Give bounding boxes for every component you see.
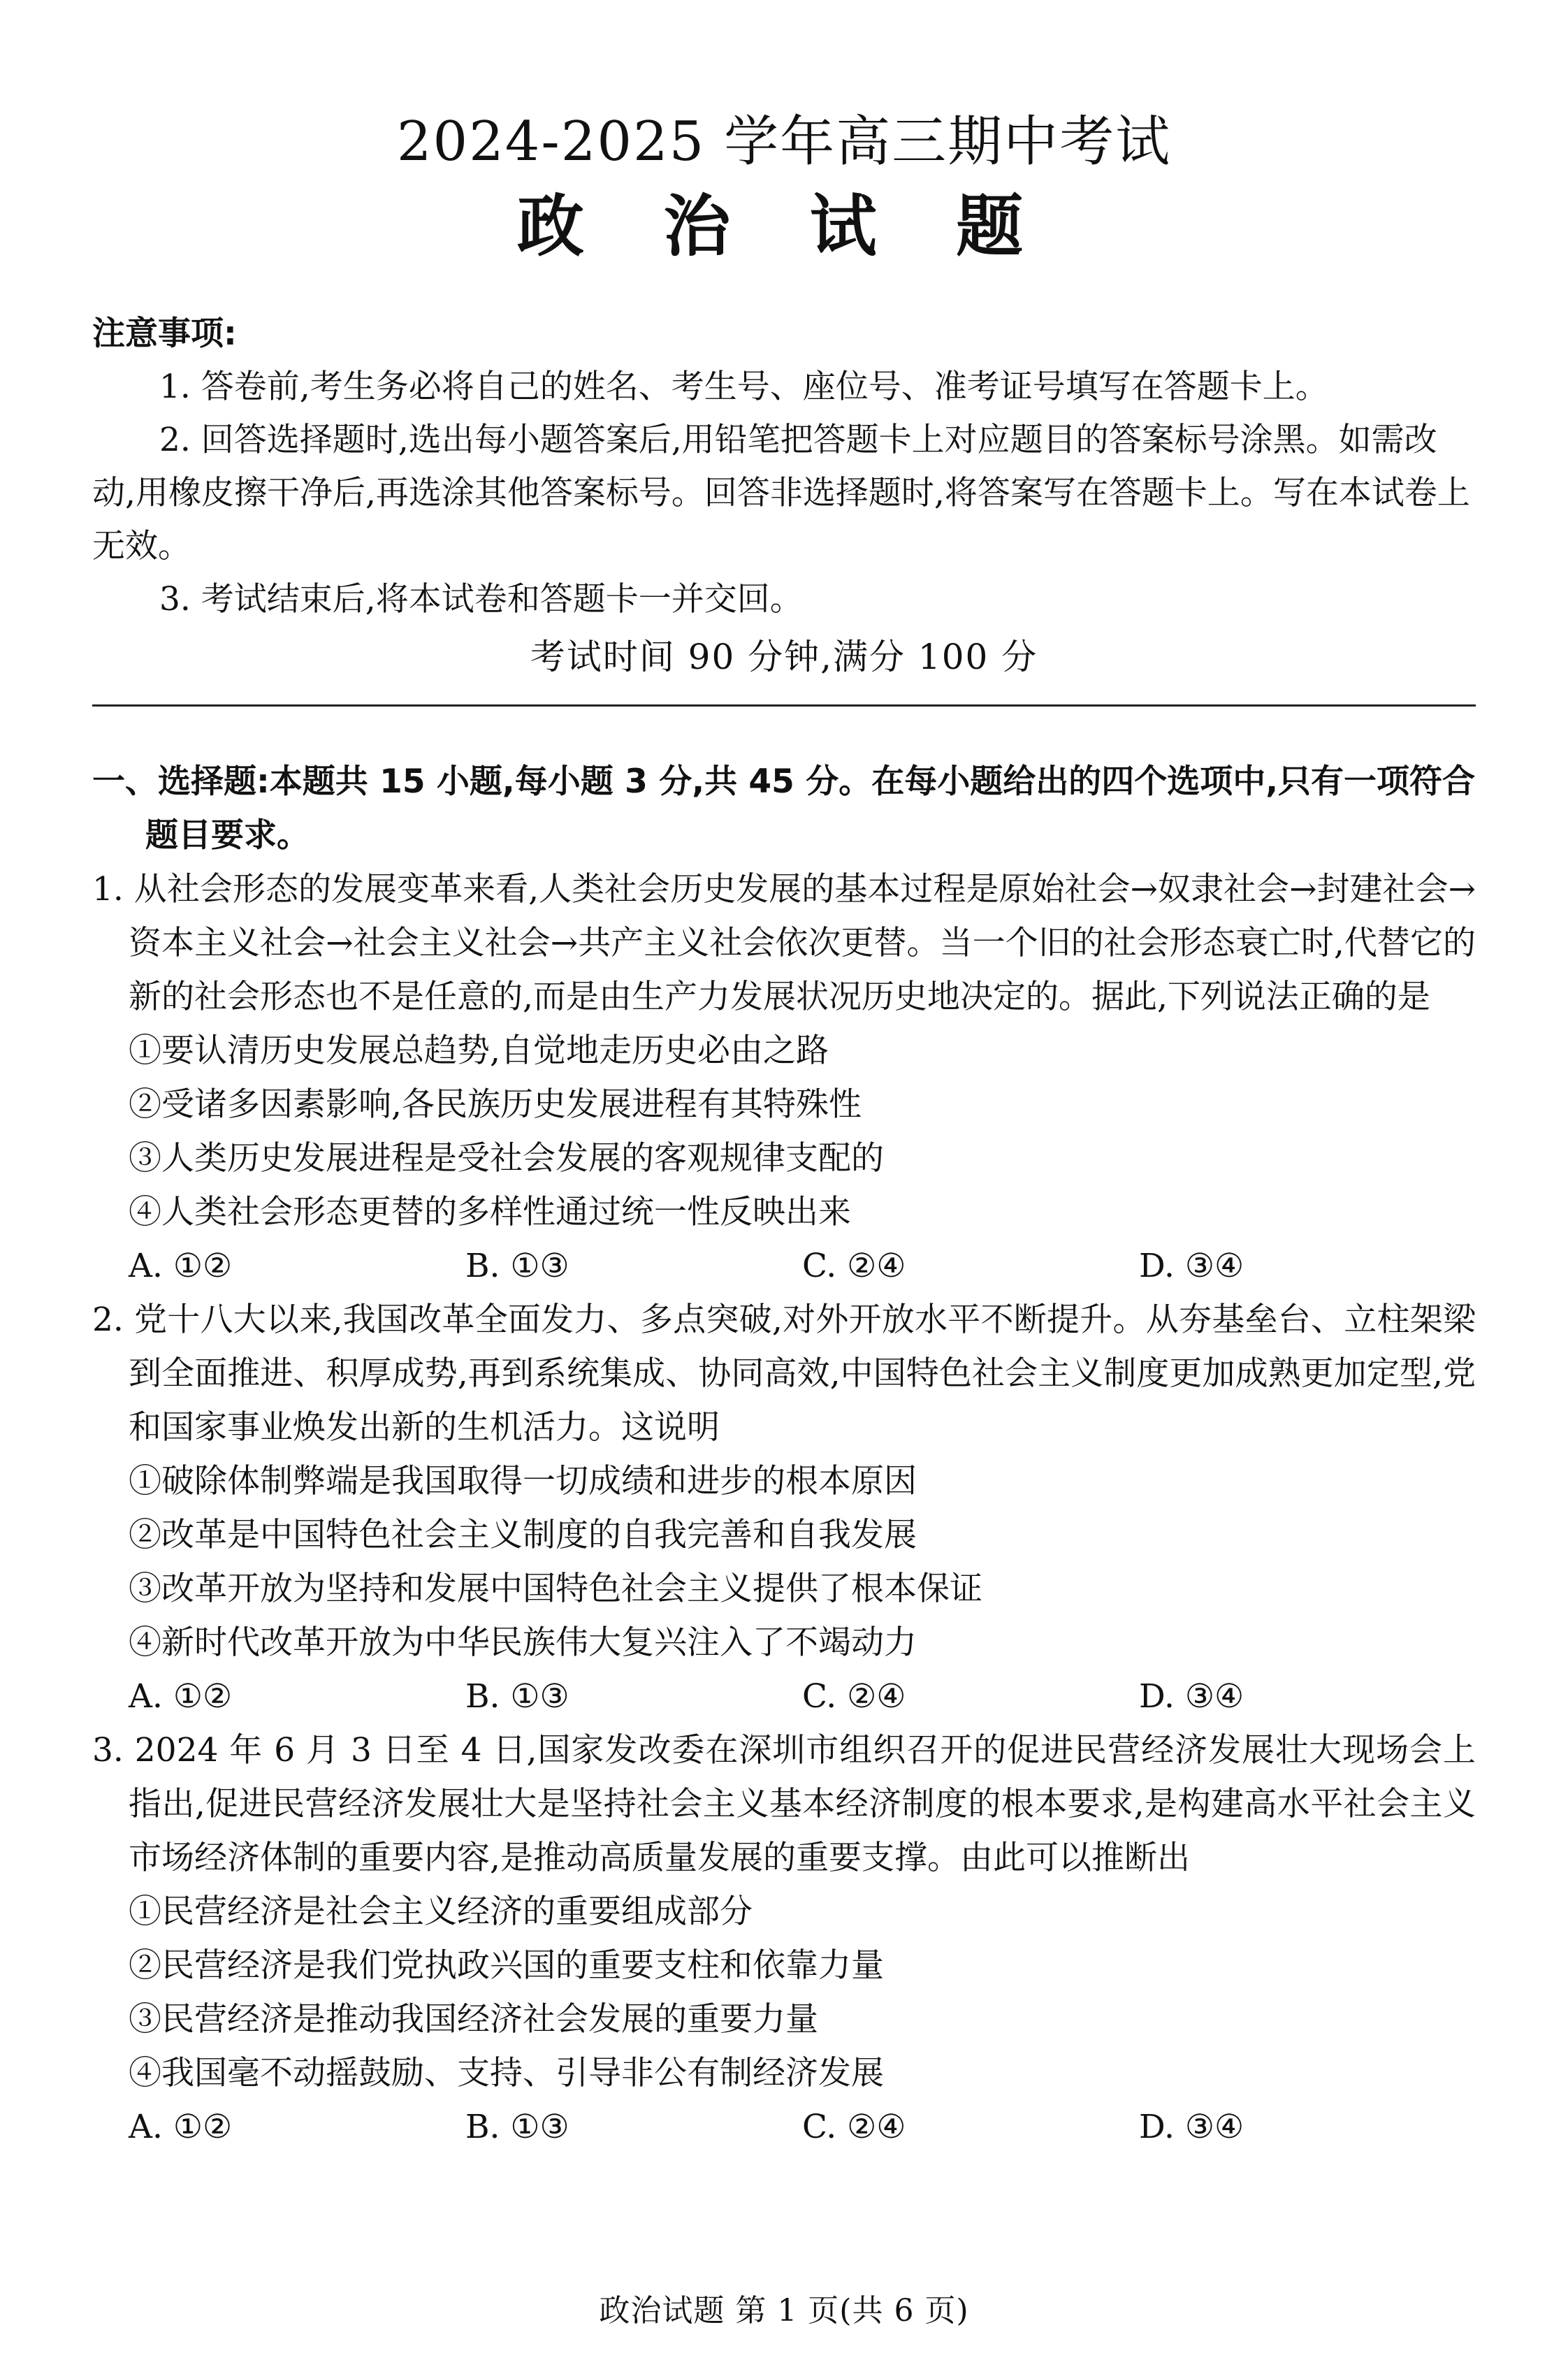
choice-a: A. ①②	[129, 1677, 233, 1716]
subject-title: 政 治 试 题	[516, 187, 1052, 266]
choice-c: C. ②④	[802, 1677, 906, 1716]
statement-option: ①破除体制弊端是我国取得一切成绩和进步的根本原因	[129, 1462, 917, 1500]
choice-d: D. ③④	[1139, 1247, 1244, 1285]
exam-title: 2024-2025 学年高三期中考试	[396, 110, 1172, 173]
statement-option: ③人类历史发展进程是受社会发展的客观规律支配的	[129, 1139, 884, 1178]
statement-option: ②民营经济是我们党执政兴国的重要支柱和依靠力量	[129, 1946, 884, 1985]
choice-b: B. ①③	[465, 1247, 569, 1285]
page-footer: 政治试题 第 1 页(共 6 页)	[599, 2293, 969, 2329]
answer-choices	[92, 1239, 1476, 1293]
statement-option: ②受诸多因素影响,各民族历史发展进程有其特殊性	[129, 1085, 862, 1124]
statement-option: ②改革是中国特色社会主义制度的自我完善和自我发展	[129, 1516, 917, 1554]
section-choice	[92, 755, 1476, 2154]
section-heading: 一、选择题:本题共 15 小题,每小题 3 分,共 45 分。在每小题给出的四个选项中,只有一项符合题目要求。	[92, 762, 1476, 855]
choice-d: D. ③④	[1139, 1677, 1244, 1716]
question-stem: 1. 从社会形态的发展变革来看,人类社会历史发展的基本过程是原始社会→奴隶社会→封建社会→资本主义社会→社会主义社会→共产主义社会依次更替。当一个旧的社会形态衰亡时,代替它的新的社会形态也不是任意的,而是由生产力发展状况历史地决定的。据此,下列说法正确的是	[92, 870, 1476, 1016]
question-stem: 2. 党十八大以来,我国改革全面发力、多点突破,对外开放水平不断提升。从夯基垒台、立柱架梁到全面推进、积厚成势,再到系统集成、协同高效,中国特色社会主义制度更加成熟更加定型,党和国家事业焕发出新的生机活力。这说明	[92, 1301, 1476, 1447]
statement-option: ④人类社会形态更替的多样性通过统一性反映出来	[129, 1193, 851, 1231]
note-item: 1. 答卷前,考生务必将自己的姓名、考生号、座位号、准考证号填写在答题卡上。	[159, 368, 1328, 406]
choice-a: A. ①②	[129, 1247, 233, 1285]
answer-choices	[92, 1670, 1476, 1723]
question-stem: 3. 2024 年 6 月 3 日至 4 日,国家发改委在深圳市组织召开的促进民营经济发展壮大现场会上指出,促进民营经济发展壮大是坚持社会主义基本经济制度的根本要求,是构建高水平社会主义市场经济体制的重要内容,是推动高质量发展的重要支撑。由此可以推断出	[92, 1731, 1476, 1877]
answer-choices	[92, 2100, 1476, 2154]
choice-c: C. ②④	[802, 2108, 906, 2146]
note-item: 2. 回答选择题时,选出每小题答案后,用铅笔把答题卡上对应题目的答案标号涂黑。如需改动,用橡皮擦干净后,再选涂其他答案标号。回答非选择题时,将答案写在答题卡上。写在本试卷上无效。	[92, 421, 1470, 565]
statement-option: ④我国毫不动摇鼓励、支持、引导非公有制经济发展	[129, 2054, 884, 2092]
choice-c: C. ②④	[802, 1247, 906, 1285]
statement-option: ③民营经济是推动我国经济社会发展的重要力量	[129, 2000, 818, 2039]
statement-option: ①民营经济是社会主义经济的重要组成部分	[129, 1892, 753, 1931]
choice-b: B. ①③	[465, 2108, 569, 2146]
divider	[92, 704, 1476, 707]
choice-d: D. ③④	[1139, 2108, 1244, 2146]
notes-heading: 注意事项:	[92, 314, 237, 353]
statement-option: ①要认清历史发展总趋势,自觉地走历史必由之路	[129, 1032, 829, 1070]
choice-a: A. ①②	[129, 2108, 233, 2146]
statement-option: ④新时代改革开放为中华民族伟大复兴注入了不竭动力	[129, 1623, 917, 1662]
exam-time: 考试时间 90 分钟,满分 100 分	[530, 637, 1038, 677]
question-1	[92, 862, 1476, 1293]
choice-b: B. ①③	[465, 1677, 569, 1716]
note-item: 3. 考试结束后,将本试卷和答题卡一并交回。	[159, 580, 803, 618]
question-2	[92, 1293, 1476, 1723]
question-3	[92, 1723, 1476, 2154]
notes-block	[92, 307, 1476, 683]
statement-option: ③改革开放为坚持和发展中国特色社会主义提供了根本保证	[129, 1570, 982, 1608]
